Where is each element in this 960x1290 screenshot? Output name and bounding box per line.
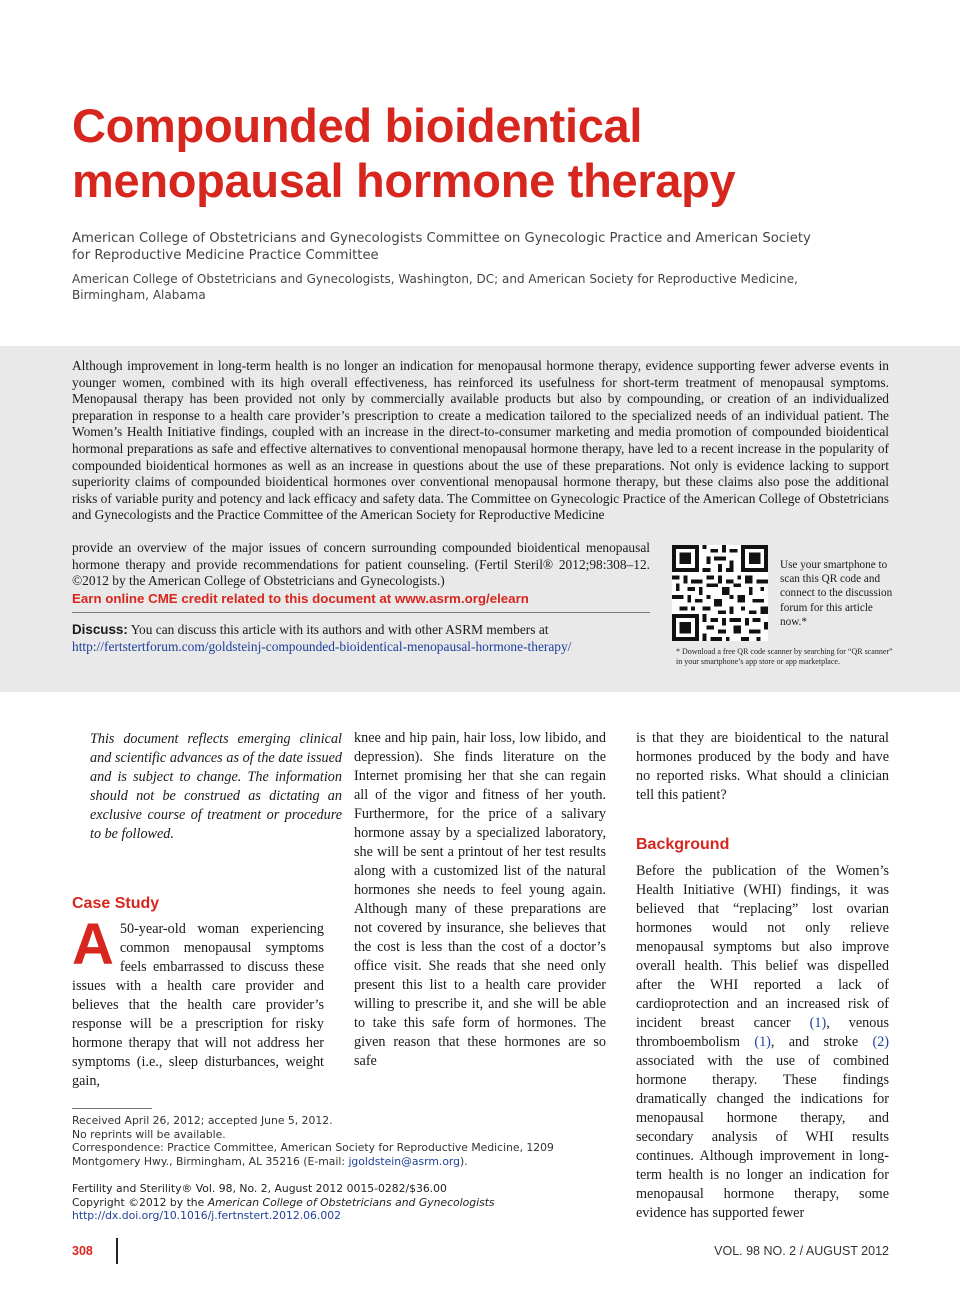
journal-info (72, 1182, 606, 1223)
reference-link[interactable]: (1) (809, 1015, 827, 1031)
footnote-divider (72, 1108, 152, 1109)
copyright: Copyright ©2012 by the American College of Obstetricians and Gynecologists (72, 1195, 495, 1209)
authors: American College of Obstetricians and Gynecologists Committee on Gynecologic Practice and American Society for Reproductive Medicine Practice Committee (72, 231, 811, 263)
discuss-link[interactable]: http://fertstertforum.com/goldsteinj-compounded-bioidentical-menopausal-hormone-therapy/ (72, 639, 572, 654)
received-info (72, 1114, 606, 1168)
dropcap: A (72, 912, 114, 977)
case-study-col2-text: knee and hip pain, hair loss, low libido, and depression). She finds literature on the Internet promising her that she can regain all of the vigor and fitness of her youth. Furthermore, for the price of a salivary hormone assay by a specialized laboratory, she will be sent a printout of her test results along with a customized list of the natural hormones she needs to feel young again. Although many of these preparations are not covered by insurance, she believes that the cost is less than the cost of a doctor’s office visit. She reads that she need only present this list to a health care provider willing to prescribe it, and she will be able to take this safe form of hormones. The given reason that these hormones are so safe (354, 730, 606, 1069)
case-study-col1-text: 50-year-old woman experiencing common menopausal symptoms feels embarrassed to discuss these issues with a health care provider and believes that the health care provider’s response will be a prescription for risky hormone therapy that will not address her symptoms (i.e., sleep disturbances, weight gain, (72, 921, 324, 1089)
background-text: Before the publication of the Women’s Health Initiative (WHI) findings, it was believed that “replacing” lost ovarian hormones would not only relieve menopausal symptoms but also improve overall health. This belief was dispelled after the WHI reported a lack of cardioprotection and an increased risk of incident breast cancer (1), venous thromboembolism (1), and stroke (2) associated with the use of combined hormone therapy. These findings dramatically changed the indications for menopausal hormone therapy, and secondary analysis of WHI results continues. Although improvement in long-term health is no longer an indication for menopausal hormone therapy, some evidence has supported fewer (636, 863, 890, 1221)
disclaimer: This document reflects emerging clinical and scientific advances as of the date issued and is subject to change. The information should not be construed as dictating an exclusive course of treatment or procedure to be followed. (90, 731, 342, 842)
abstract-text-tail: provide an overview of the major issues of concern surrounding compounded bioidentical menopausal hormone therapy and provide recommendations for patient counseling. (Fertil Steril® 2012;98:308–12. ©2012 by the American College of Obstetricians and Gynecologists.) (72, 540, 650, 589)
affiliation: American College of Obstetricians and Gynecologists, Washington, DC; and American Society for Reproductive Medicine, Birmingham, Alabama (72, 272, 798, 302)
footer-divider (116, 1238, 118, 1264)
volume-info: VOL. 98 NO. 2 / AUGUST 2012 (714, 1244, 889, 1258)
article-title: Compounded bioidentical menopausal hormone therapy (72, 99, 736, 207)
background-heading: Background (636, 836, 730, 853)
abstract-text: Although improvement in long-term health is no longer an indication for menopausal hormone therapy, evidence supporting fewer adverse events in younger women, combined with its high overall effectiveness, has reinforced its usefulness for short-term treatment of menopausal symptoms. Menopausal therapy has been provided not only by commercially available products but also by compounding, or creation of an individualized preparation in response to a health care provider’s prescription to create a medication tailored to the specialized needs of an individual patient. The Women’s Health Initiative findings, coupled with an increase in the direct-to-consumer marketing and media promotion of compounded bioidentical hormonal preparations as safe and effective alternatives to conventional menopausal hormone therapy, have led to a recent increase in the popularity of compounded bioidentical hormones as well as an increase in questions about the use of these preparations. Not only is evidence lacking to support superiority claims of compounded bioidentical hormones over conventional menopausal hormone therapy, but these claims also pose the additional risks of variable purity and potency and lack efficacy and safety data. The Committee on Gynecologic Practice of the American College of Obstetricians and Gynecologists and the Practice Committee of the American Society for Reproductive Medicine (72, 358, 889, 523)
doi-link[interactable]: http://dx.doi.org/10.1016/j.fertnstert.2012.06.002 (72, 1209, 341, 1223)
case-study-text (72, 912, 324, 1091)
received-dates: Received April 26, 2012; accepted June 5, 2012. (72, 1114, 333, 1127)
case-study-heading: Case Study (72, 895, 160, 912)
discuss-block (72, 621, 652, 655)
qr-code-icon (672, 545, 768, 641)
reprints-note: No reprints will be available. (72, 1127, 226, 1141)
correspondence: Correspondence: Practice Committee, American Society for Reproductive Medicine, 1209 Montgomery Hwy., Birmingham, AL 35216 (E-mail: jgoldstein@asrm.org). (72, 1141, 554, 1168)
case-study-col3-text: is that they are bioidentical to the natural hormones produced by the body and have no reported risks. What should a clinician tell this patient? (636, 730, 889, 803)
qr-instructions: Use your smartphone to scan this QR code and connect to the discussion forum for this article now.* (780, 559, 893, 628)
reference-link[interactable]: (2) (872, 1034, 890, 1050)
page-number: 308 (72, 1244, 93, 1258)
discuss-text: You can discuss this article with its authors and with other ASRM members at (130, 622, 549, 637)
reference-link[interactable]: (1) (754, 1034, 771, 1050)
journal-citation: Fertility and Sterility® Vol. 98, No. 2, August 2012 0015-0282/$36.00 (72, 1182, 447, 1195)
qr-footnote: * Download a free QR code scanner by searching for “QR scanner” in your smartphone’s app store or app marketplace. (676, 647, 893, 666)
cme-link[interactable]: Earn online CME credit related to this document at www.asrm.org/elearn (72, 591, 529, 606)
discuss-label: Discuss: (72, 622, 128, 637)
email-link[interactable]: jgoldstein@asrm.org (348, 1154, 461, 1168)
divider (72, 612, 650, 613)
